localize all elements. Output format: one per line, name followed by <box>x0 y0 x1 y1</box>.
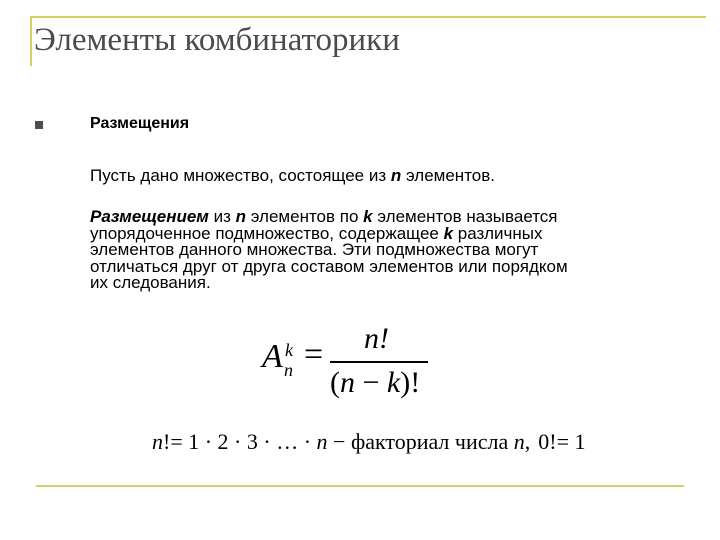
den-open: ( <box>330 366 340 399</box>
para1-prefix: Пусть дано множество, состоящее из <box>90 166 391 185</box>
para2-n: n <box>235 207 247 226</box>
para2-line3: элементов данного множества. Эти подмножества могут <box>90 240 539 259</box>
section-heading: Размещения <box>90 115 190 132</box>
fact-n: n <box>316 429 328 454</box>
para2-k: k <box>363 207 373 226</box>
fact-text: − факториал числа <box>327 429 514 454</box>
formula-equals: = <box>304 336 324 373</box>
top-rule <box>30 16 706 18</box>
para2-t1: из <box>208 207 236 226</box>
left-rule <box>30 16 32 66</box>
fact-comma: , <box>524 429 531 454</box>
para1-suffix: элементов. <box>401 166 495 185</box>
para2-t3: элементов называется <box>372 207 558 226</box>
para2-t2: элементов по <box>246 207 364 226</box>
para1-var: n <box>390 166 402 185</box>
den-close: )! <box>400 366 421 399</box>
bullet-square-icon <box>35 121 43 129</box>
fact-n2: n <box>513 429 525 454</box>
para2-line4: отличаться друг от друга составом элементов или порядком <box>90 256 568 276</box>
den-n: n <box>340 366 355 399</box>
definition-paragraph <box>90 209 670 292</box>
formula-numerator: n! <box>364 322 389 355</box>
para2-line2a: упорядоченное подмножество, содержащее <box>90 223 444 243</box>
fact-zero: 0!= 1 <box>538 429 586 454</box>
formula-denominator <box>330 366 420 400</box>
formula-superscript-k: k <box>285 340 293 360</box>
para2-line2k: k <box>443 223 454 243</box>
bottom-rule <box>36 485 684 487</box>
formula-subscript-n: n <box>284 360 293 380</box>
den-k: k <box>386 366 401 399</box>
factorial-definition <box>152 429 586 455</box>
arrangement-formula <box>262 322 462 412</box>
para2-line5: их следования. <box>90 273 211 292</box>
fact-expr: != 1 · 2 · 3 · … · <box>163 429 317 454</box>
den-minus: − <box>355 366 387 399</box>
slide-title: Элементы комбинаторики <box>34 22 400 58</box>
definition-intro <box>90 166 495 186</box>
para2-line2b: различных <box>453 223 543 243</box>
fraction-bar <box>330 361 428 363</box>
fact-lhs: n <box>152 429 163 454</box>
formula-A: A <box>262 338 283 375</box>
para2-term: Размещением <box>90 207 209 226</box>
